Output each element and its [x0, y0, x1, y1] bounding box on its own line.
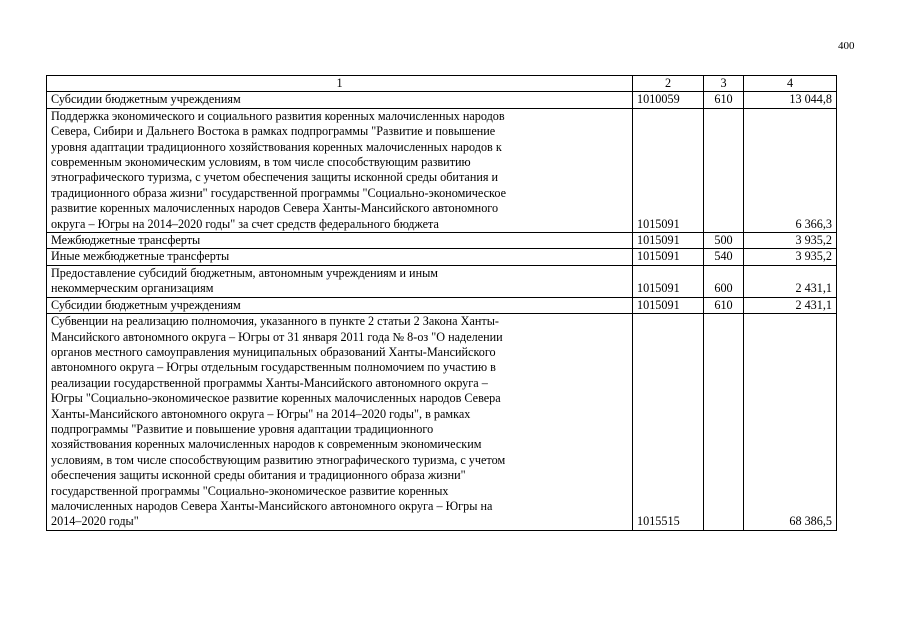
row-type: 610: [704, 92, 744, 108]
row-amount: 13 044,8: [744, 92, 837, 108]
page-number: 400: [838, 40, 855, 52]
row-code: 1015091: [633, 233, 704, 249]
row-description: Иные межбюджетные трансферты: [47, 249, 633, 265]
row-description: Предоставление субсидий бюджетным, автономным учреждениям и иным некоммерческим организациям: [47, 265, 633, 297]
table-row: [47, 314, 837, 531]
table-row: [47, 233, 837, 249]
row-type: 600: [704, 265, 744, 297]
row-type: 540: [704, 249, 744, 265]
row-type: [704, 108, 744, 232]
table-row: [47, 249, 837, 265]
row-amount: 2 431,1: [744, 297, 837, 313]
row-code: 1015091: [633, 108, 704, 232]
row-code: 1015515: [633, 314, 704, 531]
row-amount: 3 935,2: [744, 249, 837, 265]
row-amount: 68 386,5: [744, 314, 837, 531]
row-type: 610: [704, 297, 744, 313]
header-col-1: 1: [47, 76, 633, 92]
budget-table: [46, 75, 837, 531]
table-row: [47, 297, 837, 313]
row-amount: 6 366,3: [744, 108, 837, 232]
row-description: Поддержка экономического и социального развития коренных малочисленных народов Севера, Сибири и Дальнего Востока в рамках подпрограммы "Развитие и повышение уровня адаптации традиционного хозяйствования коренных малочисленных народов к современным экономическим условиям, в том числе способствующим развитию этнографического туризма, с учетом обеспечения защиты исконной среды обитания и традиционного образа жизни" государственной программы "Социально-экономическое развитие коренных малочисленных народов Севера Ханты-Мансийского автономного округа – Югры на 2014–2020 годы" за счет средств федерального бюджета: [47, 108, 633, 232]
row-code: 1015091: [633, 265, 704, 297]
table-row: [47, 265, 837, 297]
row-description: Субсидии бюджетным учреждениям: [47, 92, 633, 108]
table-header-row: [47, 76, 837, 92]
table-row: [47, 108, 837, 232]
row-description: Субвенции на реализацию полномочия, указанного в пункте 2 статьи 2 Закона Ханты- Мансийского автономного округа – Югры от 31 января 2011 года № 8-оз "О наделении органов местного самоуправления муниципальных образований Ханты-Мансийского автономного округа – Югры отдельным государственным полномочием по участию в реализации государственной программы Ханты-Мансийского автономного округа – Югры "Социально-экономическое развитие коренных малочисленных народов Севера Ханты-Мансийского автономного округа – Югры" на 2014–2020 годы", в рамках подпрограммы "Развитие и повышение уровня адаптации традиционного хозяйствования коренных малочисленных народов к современным экономическим условиям, в том числе способствующим развитию этнографического туризма, с учетом обеспечения защиты исконной среды обитания и традиционного образа жизни" государственной программы "Социально-экономическое развитие коренных малочисленных народов Севера Ханты-Мансийского автономного округа – Югры на 2014–2020 годы": [47, 314, 633, 531]
row-code: 1010059: [633, 92, 704, 108]
row-code: 1015091: [633, 297, 704, 313]
header-col-3: 3: [704, 76, 744, 92]
row-amount: 3 935,2: [744, 233, 837, 249]
row-code: 1015091: [633, 249, 704, 265]
table-row: [47, 92, 837, 108]
header-col-2: 2: [633, 76, 704, 92]
row-amount: 2 431,1: [744, 265, 837, 297]
row-description: Межбюджетные трансферты: [47, 233, 633, 249]
header-col-4: 4: [744, 76, 837, 92]
row-type: 500: [704, 233, 744, 249]
row-description: Субсидии бюджетным учреждениям: [47, 297, 633, 313]
row-type: [704, 314, 744, 531]
